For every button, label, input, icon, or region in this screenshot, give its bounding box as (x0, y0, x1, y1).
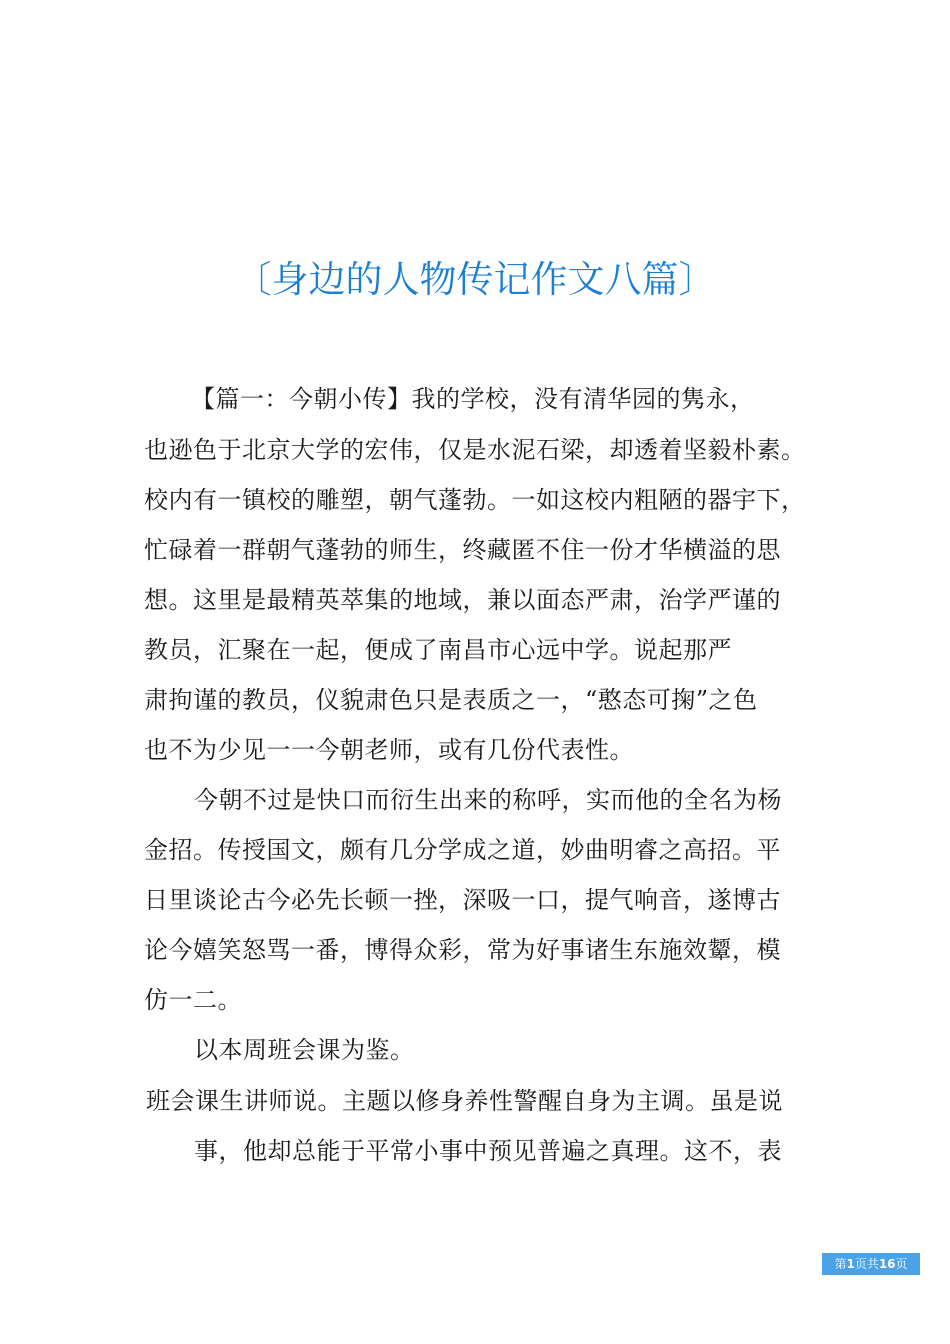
body-line: 论今嬉笑怒骂一番，博得众彩，常为好事诸生东施效颦，模 (144, 936, 781, 964)
body-line: 【篇一：今朝小传】我的学校，没有清华园的隽永， (191, 385, 755, 413)
current-page-number: 1 (846, 1257, 855, 1271)
body-line: 金招。传授国文，颇有几分学成之道，妙曲明睿之高招。平 (144, 836, 781, 864)
body-line: 也逊色于北京大学的宏伟，仅是水泥石梁，却透着坚毅朴素。 (144, 436, 806, 464)
total-page-number: 16 (878, 1257, 896, 1271)
body-line: 事，他却总能于平常小事中预见普遍之真理。这不，表 (194, 1137, 782, 1165)
body-line: 也不为少见一一今朝老师，或有几份代表性。 (144, 736, 634, 764)
body-line: 今朝不过是快口而衍生出来的称呼，实而他的全名为杨 (194, 786, 782, 814)
body-line: 忙碌着一群朝气蓬勃的师生，终藏匿不住一份才华横溢的思 (144, 536, 781, 564)
page-counter-suffix: 页 (895, 1257, 908, 1271)
body-line: 校内有一镇校的雕塑，朝气蓬勃。一如这校内粗陋的器宇下， (144, 486, 806, 514)
body-line: 肃拘谨的教员，仪貌肃色只是表质之一，“憨态可掬”之色 (144, 686, 758, 714)
body-line: 日里谈论古今必先长顿一挫，深吸一口，提气响音，遂博古 (144, 886, 781, 914)
body-line: 教员，汇聚在一起，便成了南昌市心远中学。说起那严 (144, 636, 732, 664)
page-counter-prefix: 第 (834, 1257, 847, 1271)
body-line: 仿一二。 (144, 986, 242, 1014)
body-line: 以本周班会课为鉴。 (194, 1036, 415, 1064)
page-counter (822, 1253, 920, 1275)
page-counter-middle: 页共 (854, 1257, 879, 1271)
document-title: 〔身边的人物传记作文八篇〕 (234, 258, 716, 301)
body-line: 班会课生讲师说。主题以修身养性警醒自身为主调。虽是说 (146, 1087, 783, 1115)
body-line: 想。这里是最精英萃集的地域，兼以面态严肃，治学严谨的 (144, 586, 781, 614)
